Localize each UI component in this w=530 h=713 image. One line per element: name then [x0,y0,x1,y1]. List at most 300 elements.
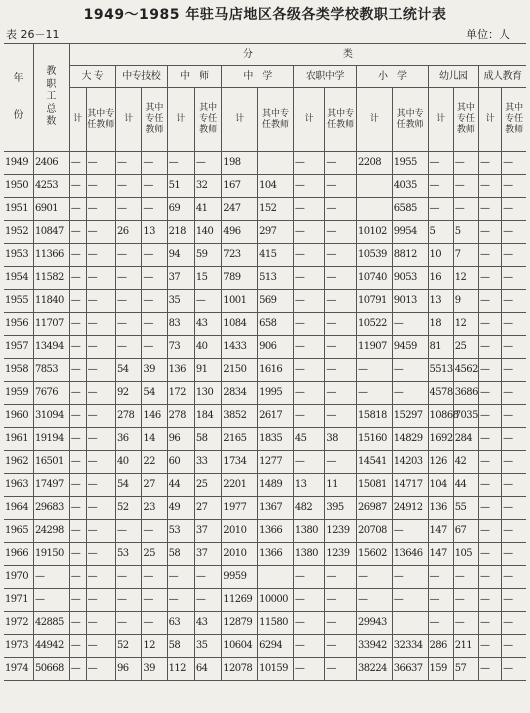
table-cell: 57 [453,658,478,681]
table-cell: — [142,175,167,198]
table-cell: — [293,566,325,589]
subheader-total: 计 [293,88,325,152]
table-cell: 278 [167,405,194,428]
subheader-fulltime-teachers: 其中专任教师 [502,88,526,152]
year-cell: 1950 [4,175,33,198]
table-row [4,589,526,612]
table-cell: 52 [116,497,142,520]
table-cell: — [116,566,142,589]
table-cell: — [86,290,115,313]
table-cell: — [86,428,115,451]
table-cell: 415 [258,244,294,267]
table-cell: — [325,198,357,221]
table-cell: 11907 [356,336,392,359]
table-cell: — [479,313,502,336]
table-cell: 104 [428,474,453,497]
table-cell: 3686 [453,382,478,405]
table-cell: — [69,382,86,405]
table-cell: — [142,152,167,175]
table-cell: 43 [194,313,221,336]
table-cell: 58 [167,635,194,658]
table-cell: 5513 [428,359,453,382]
table-cell: 38224 [356,658,392,681]
table-cell: — [325,382,357,405]
table-cell: 1835 [258,428,294,451]
table-cell: — [325,451,357,474]
unit-label: 单位：人 [466,28,510,41]
table-row [4,428,526,451]
table-cell: 32334 [392,635,428,658]
table-cell: — [69,244,86,267]
table-cell: — [142,313,167,336]
table-row [4,290,526,313]
table-cell: 5 [453,221,478,244]
classification-header: 分 类 [69,44,526,66]
total-cell: 24298 [33,520,69,543]
table-row [4,474,526,497]
table-cell: 10604 [222,635,258,658]
table-cell: — [502,543,526,566]
table-cell: — [479,520,502,543]
table-cell: 42 [453,451,478,474]
table-cell: — [479,428,502,451]
table-cell: 81 [428,336,453,359]
table-cell: 569 [258,290,294,313]
table-cell: 40 [116,451,142,474]
table-cell: — [325,290,357,313]
table-cell: 35 [167,290,194,313]
table-cell: 218 [167,221,194,244]
table-cell: — [116,520,142,543]
total-cell: 4253 [33,175,69,198]
table-cell: — [325,635,357,658]
table-cell: — [502,221,526,244]
table-cell: 27 [142,474,167,497]
table-cell: — [325,244,357,267]
subheader-fulltime-teachers: 其中专任教师 [392,88,428,152]
year-cell: 1960 [4,405,33,428]
table-cell: 94 [167,244,194,267]
table-cell: 4562 [453,359,478,382]
table-cell: 7 [453,244,478,267]
table-cell: — [86,474,115,497]
table-cell: 482 [293,497,325,520]
year-cell: 1951 [4,198,33,221]
table-cell: — [479,658,502,681]
table-cell: — [479,359,502,382]
total-cell: 50668 [33,658,69,681]
year-cell: 1959 [4,382,33,405]
table-cell: — [479,244,502,267]
table-cell: — [69,221,86,244]
table-cell: — [69,474,86,497]
table-cell: 37 [167,267,194,290]
table-cell: — [69,497,86,520]
table-cell: 15081 [356,474,392,497]
table-cell: — [479,635,502,658]
table-cell: 146 [142,405,167,428]
table-cell: — [325,152,357,175]
table-cell: 54 [116,474,142,497]
table-cell: 37 [194,520,221,543]
table-cell: — [356,589,392,612]
total-cell: 11707 [33,313,69,336]
table-cell: 658 [258,313,294,336]
table-cell: — [69,313,86,336]
table-cell: 1277 [258,451,294,474]
table-cell: — [142,612,167,635]
table-cell: — [502,336,526,359]
table-row [4,267,526,290]
table-cell: 14541 [356,451,392,474]
table-cell: 12078 [222,658,258,681]
table-cell: — [502,520,526,543]
table-cell: 513 [258,267,294,290]
total-cell: 31094 [33,405,69,428]
table-cell: — [479,152,502,175]
table-cell: — [479,175,502,198]
table-cell: — [69,428,86,451]
table-cell: 12879 [222,612,258,635]
table-cell: — [142,198,167,221]
table-cell: 29943 [356,612,392,635]
table-cell: 1489 [258,474,294,497]
table-cell: 2617 [258,405,294,428]
table-cell: — [428,589,453,612]
year-cell: 1955 [4,290,33,313]
table-cell: — [356,566,392,589]
total-cell: 11840 [33,290,69,313]
total-cell: 42885 [33,612,69,635]
table-cell: 184 [194,405,221,428]
table-cell: 53 [116,543,142,566]
table-cell: 6294 [258,635,294,658]
table-number: 表 26－11 [6,28,60,41]
table-cell: 15818 [356,405,392,428]
table-cell: — [142,566,167,589]
table-cell: — [325,267,357,290]
year-cell: 1954 [4,267,33,290]
table-cell: 40 [194,336,221,359]
table-cell: 60 [167,451,194,474]
table-cell: 64 [194,658,221,681]
table-cell: — [502,497,526,520]
table-cell: 4578 [428,382,453,405]
staff-statistics-table [4,43,526,681]
table-cell: 33942 [356,635,392,658]
table-cell: — [86,221,115,244]
group-header: 成人教育 [479,66,526,88]
subheader-total: 计 [69,88,86,152]
table-cell: — [428,175,453,198]
table-cell: 10740 [356,267,392,290]
table-cell: 247 [222,198,258,221]
table-cell: 112 [167,658,194,681]
table-cell: 136 [167,359,194,382]
table-cell: — [69,152,86,175]
table-cell: — [293,451,325,474]
table-cell: 15 [194,267,221,290]
table-cell: 278 [116,405,142,428]
table-cell: 1239 [325,543,357,566]
table-cell: 14203 [392,451,428,474]
table-cell: — [142,589,167,612]
table-cell: — [502,658,526,681]
table-cell: 54 [142,382,167,405]
table-cell: 1380 [293,543,325,566]
table-cell: — [293,612,325,635]
table-cell: 14 [142,428,167,451]
year-cell: 1970 [4,566,33,589]
total-cell: 44942 [33,635,69,658]
subheader-total: 计 [479,88,502,152]
table-cell: 789 [222,267,258,290]
table-cell: — [116,152,142,175]
table-cell: 1366 [258,520,294,543]
table-cell: 41 [194,198,221,221]
table-cell: — [428,566,453,589]
subheader-total: 计 [116,88,142,152]
table-cell: — [86,497,115,520]
table-cell: 13 [293,474,325,497]
table-cell: — [293,198,325,221]
table-cell: — [453,152,478,175]
table-cell: 23 [142,497,167,520]
table-cell: 54 [116,359,142,382]
table-cell: 59 [194,244,221,267]
table-cell: 136 [428,497,453,520]
table-cell: 3852 [222,405,258,428]
table-cell: — [479,612,502,635]
table-cell: 10102 [356,221,392,244]
table-cell: 147 [428,543,453,566]
table-cell: 211 [453,635,478,658]
table-cell: 14829 [392,428,428,451]
table-cell: — [142,290,167,313]
table-cell: 92 [116,382,142,405]
table-cell: 159 [428,658,453,681]
table-cell: — [293,175,325,198]
table-cell: — [116,198,142,221]
table-cell: 10159 [258,658,294,681]
table-row [4,451,526,474]
table-cell: — [502,290,526,313]
table-cell: 10791 [356,290,392,313]
table-cell: 10 [428,244,453,267]
year-cell: 1973 [4,635,33,658]
table-cell: — [86,382,115,405]
table-cell: 35 [194,635,221,658]
table-cell: — [479,566,502,589]
table-cell: 9 [453,290,478,313]
table-cell: 1977 [222,497,258,520]
table-cell: — [392,359,428,382]
total-cell: — [33,589,69,612]
table-cell: — [392,382,428,405]
table-cell: 10868 [428,405,453,428]
total-cell: 16501 [33,451,69,474]
table-cell: — [502,474,526,497]
table-cell: — [69,543,86,566]
table-cell: 10539 [356,244,392,267]
table-cell: — [69,359,86,382]
table-cell: 15160 [356,428,392,451]
table-row [4,152,526,175]
subheader-fulltime-teachers: 其中专任教师 [142,88,167,152]
table-cell: — [293,359,325,382]
year-cell: 1964 [4,497,33,520]
table-row [4,336,526,359]
table-cell: — [479,589,502,612]
table-cell: — [69,267,86,290]
table-cell: 55 [453,497,478,520]
table-cell: 10522 [356,313,392,336]
total-cell: 10847 [33,221,69,244]
group-header: 中专技校 [116,66,168,88]
table-cell: 37 [194,543,221,566]
table-cell: 36637 [392,658,428,681]
table-cell: — [69,451,86,474]
table-cell: — [392,520,428,543]
table-cell: 1692 [428,428,453,451]
table-cell: 906 [258,336,294,359]
table-cell: 1616 [258,359,294,382]
table-cell: — [293,658,325,681]
table-cell: — [194,566,221,589]
total-cell: 19150 [33,543,69,566]
table-cell: — [293,635,325,658]
table-cell: — [325,658,357,681]
table-cell: 2150 [222,359,258,382]
year-cell: 1974 [4,658,33,681]
table-cell: 9459 [392,336,428,359]
year-cell: 1957 [4,336,33,359]
table-cell: 25 [453,336,478,359]
table-cell: 172 [167,382,194,405]
subheader-fulltime-teachers: 其中专任教师 [194,88,221,152]
table-cell: 167 [222,175,258,198]
year-cell: 1952 [4,221,33,244]
table-row [4,244,526,267]
table-cell: 18 [428,313,453,336]
table-cell: — [86,152,115,175]
table-cell: 33 [194,451,221,474]
table-cell: 395 [325,497,357,520]
table-cell: 11269 [222,589,258,612]
table-cell: 53 [167,520,194,543]
table-cell: — [86,451,115,474]
table-cell [356,175,392,198]
table-cell: 83 [167,313,194,336]
table-cell: 44 [453,474,478,497]
table-cell: — [325,221,357,244]
table-cell: — [116,175,142,198]
table-cell: 9053 [392,267,428,290]
table-cell: — [453,566,478,589]
table-cell: — [86,198,115,221]
table-cell: 105 [453,543,478,566]
table-cell: — [325,589,357,612]
year-cell: 1962 [4,451,33,474]
table-cell: — [167,152,194,175]
table-cell: 15602 [356,543,392,566]
table-cell: — [69,658,86,681]
year-cell: 1965 [4,520,33,543]
group-header: 幼儿园 [428,66,479,88]
table-cell: — [86,635,115,658]
table-cell: — [167,589,194,612]
table-cell: — [116,612,142,635]
table-cell: 26987 [356,497,392,520]
table-cell: 16 [428,267,453,290]
table-cell: 1001 [222,290,258,313]
table-cell: — [293,152,325,175]
table-cell: 69 [167,198,194,221]
table-cell: — [116,589,142,612]
page-title: 1949～1985 年驻马店地区各级各类学校教职工统计表 [83,7,447,23]
subheader-total: 计 [428,88,453,152]
table-cell: 27 [194,497,221,520]
table-cell: 73 [167,336,194,359]
table-cell: — [293,589,325,612]
table-cell: 13 [142,221,167,244]
table-cell: — [502,152,526,175]
table-cell: — [167,566,194,589]
group-header: 农职中学 [293,66,356,88]
table-cell: — [69,566,86,589]
table-cell: — [479,543,502,566]
table-cell: — [86,359,115,382]
table-cell: 1433 [222,336,258,359]
table-cell: — [116,290,142,313]
table-cell: 7035 [453,405,478,428]
group-header: 中 师 [167,66,222,88]
table-cell: — [293,267,325,290]
table-cell: — [479,451,502,474]
table-cell: 1366 [258,543,294,566]
year-cell: 1953 [4,244,33,267]
table-cell: — [69,612,86,635]
year-cell: 1972 [4,612,33,635]
year-cell: 1958 [4,359,33,382]
table-cell: 1084 [222,313,258,336]
table-cell: 1955 [392,152,428,175]
table-cell: 25 [194,474,221,497]
table-cell: — [479,474,502,497]
table-cell: — [479,336,502,359]
table-cell: — [86,405,115,428]
table-cell: 63 [167,612,194,635]
year-header: 年 份 [4,44,33,152]
total-cell: 13494 [33,336,69,359]
table-cell: 297 [258,221,294,244]
group-header: 中 学 [222,66,294,88]
table-cell: 22 [142,451,167,474]
table-row [4,405,526,428]
year-cell: 1963 [4,474,33,497]
table-cell: 286 [428,635,453,658]
table-cell: 130 [194,382,221,405]
table-cell: 67 [453,520,478,543]
table-row [4,543,526,566]
table-cell: — [479,267,502,290]
table-cell: 12 [453,313,478,336]
table-cell: — [502,359,526,382]
table-cell: — [502,267,526,290]
total-cell: — [33,566,69,589]
table-cell: — [502,589,526,612]
table-cell: 496 [222,221,258,244]
